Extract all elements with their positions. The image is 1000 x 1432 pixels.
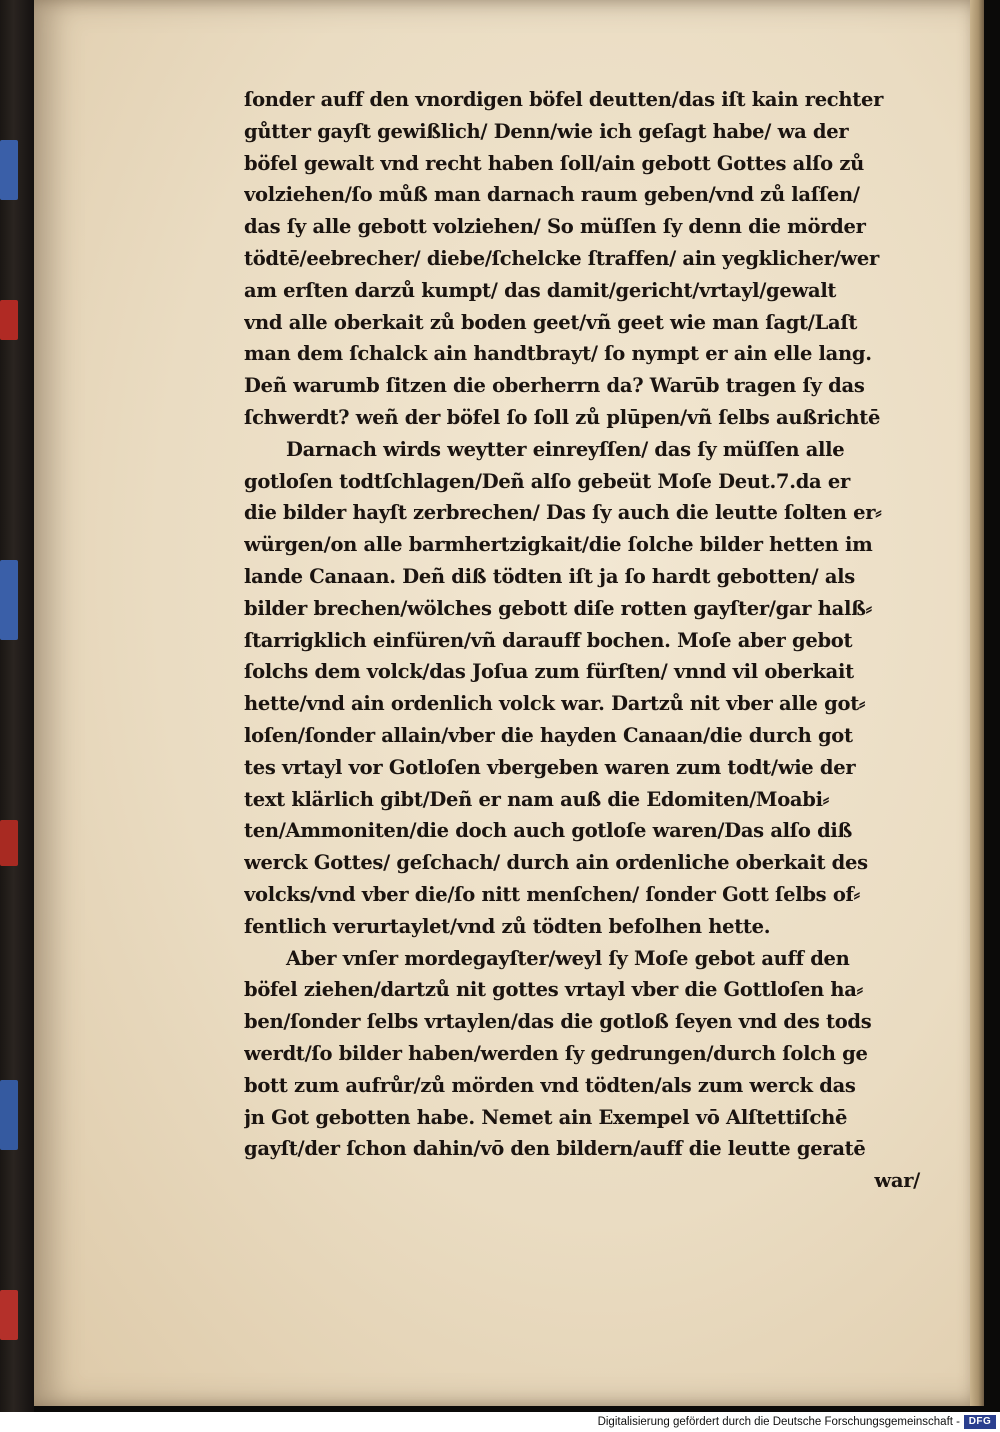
text-line: ben/ſonder ſelbs vrtaylen/das die gotloß ſeyen vnd des tods [244,1010,872,1034]
text-line: man dem ſchalck ain handtbrayt/ ſo nympt er ain elle lang. [244,342,872,366]
text-line: gayſt/der ſchon dahin/vō den bildern/auff die leutte geratē [244,1137,866,1161]
dfg-logo: DFG [964,1415,996,1429]
text-line: fentlich verurtaylet/vnd zů tödten befolhen hette. [244,914,771,938]
binding-fragment [0,300,18,340]
catchword-line: war/ [874,1169,920,1193]
binding-fragment [0,140,18,200]
text-line: bilder brechen/wölches gebott diſe rotten gayſter/gar halß⸗ [244,596,872,620]
text-line: volziehen/ſo můß man darnach raum geben/vnd zů laſſen/ [244,183,860,207]
text-line: würgen/on alle barmhertzigkait/die ſolche bilder hetten im [244,533,873,557]
text-line: böfel ziehen/dartzů nit gottes vrtayl vber die Gottloſen ha⸗ [244,978,863,1002]
text-line: tes vrtayl vor Gotloſen vbergeben waren zum todt/wie der [244,755,856,779]
text-line: die bilder hayſt zerbrechen/ Das ſy auch die leutte ſolten er⸗ [244,501,882,525]
binding-fragment [0,1290,18,1340]
funding-credit: Digitalisierung gefördert durch die Deutsche Forschungsgemeinschaft - [597,1416,960,1428]
body-text [244,84,940,1197]
text-line: jn Got gebotten habe. Nemet ain Exempel vō Alſtettiſchē [244,1105,848,1129]
text-line: tödtē/eebrecher/ diebe/ſchelcke ſtraffen/ ain yegklicher/wer [244,246,880,270]
text-line: ſolchs dem volck/das Joſua zum fürſten/ vnnd vil oberkait [244,660,854,684]
text-line: volcks/vnd vber die/ſo nitt menſchen/ ſonder Gott ſelbs of⸗ [244,882,860,906]
text-line: ten/Ammoniten/die doch auch gotloſe waren/Das alſo diß [244,819,853,843]
text-line: lande Canaan. Deñ diß tödten iſt ja ſo hardt gebotten/ als [244,564,855,588]
text-line: ſchwerdt? weñ der böfel ſo ſoll zů plūpen/vñ ſelbs außrichtē [244,405,881,429]
text-line: ſonder auff den vnordigen böfel deutten/das iſt kain rechter [244,88,884,111]
text-line: am erſten darzů kumpt/ das damit/gericht/vrtayl/gewalt [244,278,837,302]
binding-fragment [0,820,18,866]
text-line: text klärlich gibt/Deñ er nam auß die Edomiten/Moabi⸗ [244,787,829,811]
paragraph-start-line: Aber vnſer mordegayſter/weyl ſy Moſe gebot auff den [286,946,850,970]
text-line: gotloſen todtſchlagen/Deñ alſo gebeüt Moſe Deut.7.da er [244,469,850,493]
page-edge [970,0,984,1406]
text-line: loſen/ſonder allain/vber die hayden Canaan/die durch got [244,723,853,747]
text-line: das ſy alle gebott volziehen/ So müſſen ſy denn die mörder [244,215,866,239]
binding-fragment [0,560,18,640]
text-line: hette/vnd ain ordenlich volck war. Dartzů nit vber alle got⸗ [244,692,866,716]
text-line: ſtarrigklich einfüren/vñ darauff bochen. Moſe aber gebot [244,628,853,652]
text-line: Deñ warumb ſitzen die oberherrn da? Warūb tragen ſy das [244,374,865,398]
binding-fragment [0,1080,18,1150]
book-binding [0,0,34,1412]
text-line: gůtter gayſt gewißlich/ Denn/wie ich geſagt habe/ wa der [244,119,849,143]
text-line: werck Gottes/ geſchach/ durch ain ordenliche oberkait des [244,851,868,875]
paragraph-start-line: Darnach wirds weytter einreyſſen/ das ſy müſſen alle [286,437,845,461]
text-line: bott zum aufrůr/zů mörden vnd tödten/als zum werck das [244,1073,856,1097]
text-line: werdt/ſo bilder haben/werden ſy gedrungen/durch ſolch ge [244,1041,868,1065]
text-line: böfel gewalt vnd recht haben ſoll/ain gebott Gottes alſo zů [244,151,865,175]
text-line: vnd alle oberkait zů boden geet/vñ geet wie man ſagt/Laſt [244,310,858,334]
